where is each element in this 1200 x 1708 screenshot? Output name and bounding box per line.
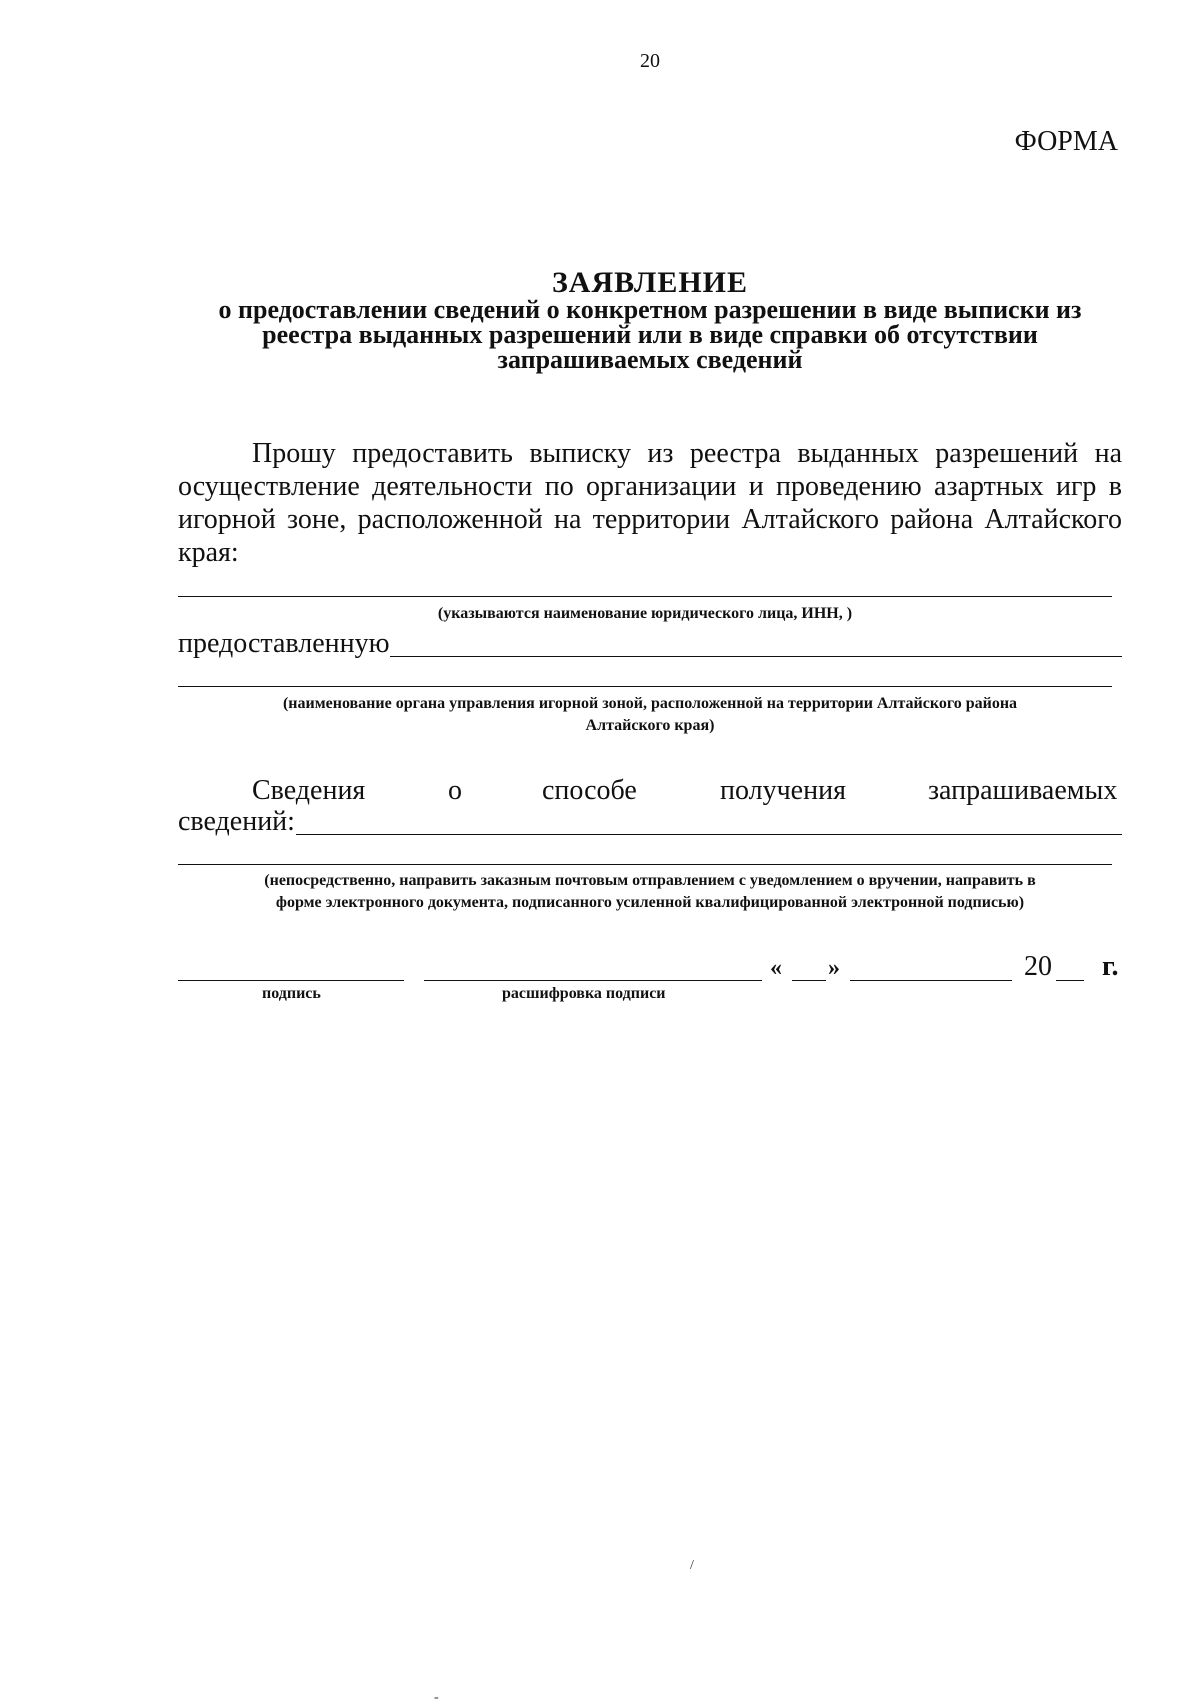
method-word: запрашиваемых [928, 775, 1118, 806]
method-line-2[interactable] [178, 864, 1112, 865]
date-month-line[interactable] [850, 980, 1012, 981]
document-title: ЗАЯВЛЕНИЕ [551, 266, 749, 299]
date-year-suffix: г. [1102, 951, 1119, 982]
request-paragraph: Прошу предоставить выписку из реестра выданных разрешений на осуществление деятельности по организации и проведению азартных игр в игорной зоне, расположенной на территории Алтайского района Алтайского края: [178, 438, 1122, 568]
authority-caption-line: Алтайского края) [585, 717, 715, 734]
scan-mark: / [690, 1558, 694, 1573]
date-day-line[interactable] [792, 980, 826, 981]
signature-label: подпись [262, 985, 321, 1002]
signature-decode-label: расшифровка подписи [502, 985, 666, 1002]
method-caption-line: форме электронного документа, подписанного усиленной квалифицированной электронной подписью) [275, 894, 1025, 911]
method-word: способе [542, 775, 637, 806]
date-open-quote: « [770, 955, 782, 981]
subtitle-line: запрашиваемых сведений [497, 345, 803, 374]
scan-mark: - [434, 1690, 439, 1705]
form-label: ФОРМА [1014, 126, 1118, 157]
document-subtitle [175, 297, 1125, 372]
method-word: Сведения [252, 775, 366, 806]
authority-line[interactable] [178, 686, 1112, 687]
method-word: о [448, 775, 462, 806]
authority-caption-line: (наименование органа управления игорной зоной, расположенной на территории Алтайского района [282, 695, 1018, 712]
page-number: 20 [640, 50, 660, 72]
date-year-line[interactable] [1056, 980, 1084, 981]
method-caption [178, 870, 1122, 914]
method-label: сведений: [178, 806, 295, 837]
method-word: получения [720, 775, 846, 806]
signature-decode-line[interactable] [424, 980, 762, 981]
subtitle-line: реестра выданных разрешений или в виде справки об отсутствии [262, 320, 1038, 349]
signature-line[interactable] [178, 980, 404, 981]
date-close-quote: » [828, 955, 840, 981]
date-year-prefix: 20 [1024, 951, 1052, 982]
entity-name-line[interactable] [178, 596, 1112, 597]
entity-caption: (указываются наименование юридического лица, ИНН, ) [437, 605, 853, 622]
provided-by-line[interactable] [390, 656, 1122, 657]
provided-label: предоставленную [178, 628, 390, 659]
subtitle-line: о предоставлении сведений о конкретном разрешении в виде выписки из [218, 295, 1082, 324]
method-caption-line: (непосредственно, направить заказным почтовым отправлением с уведомлением о вручении, направить в [264, 872, 1036, 889]
authority-caption [178, 693, 1122, 737]
method-line[interactable] [296, 834, 1122, 835]
